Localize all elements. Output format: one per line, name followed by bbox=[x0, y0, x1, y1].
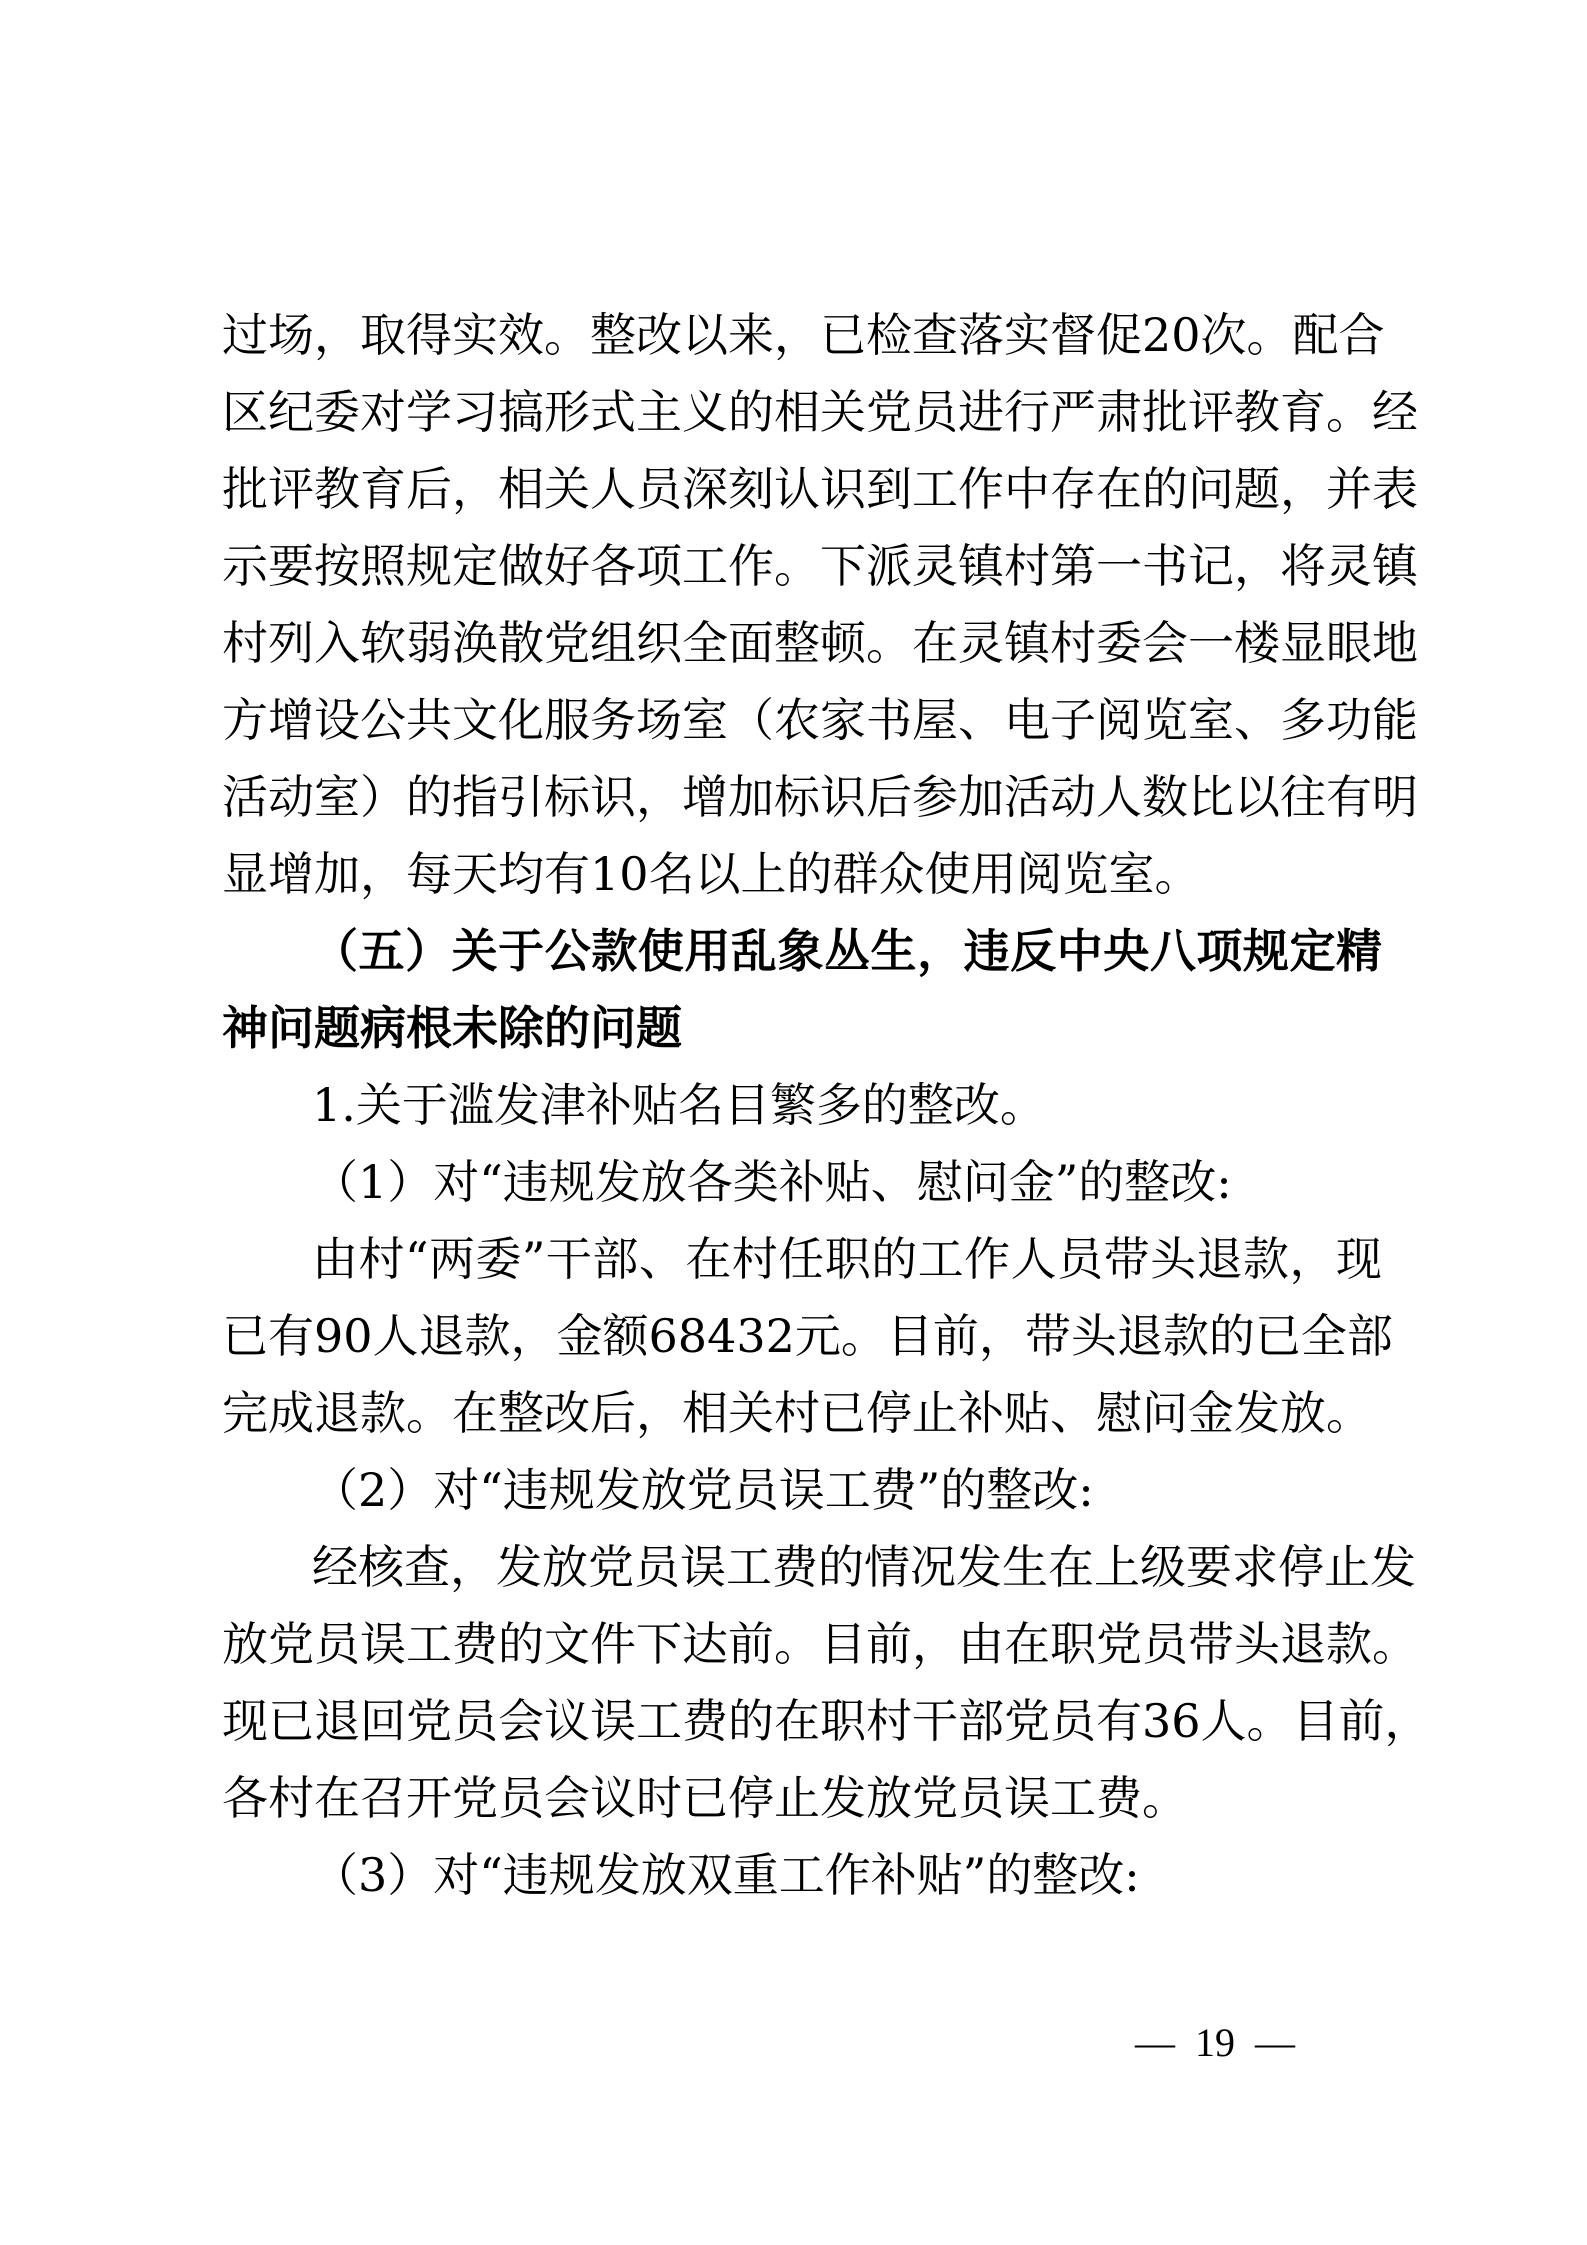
paragraph-line: 放党员误工费的文件下达前。目前，由在职党员带头退款。 bbox=[222, 1617, 1418, 1671]
paragraph-line: 村列入软弱涣散党组织全面整顿。在灵镇村委会一楼显眼地 bbox=[222, 616, 1418, 670]
paragraph-line: 完成退款。在整改后，相关村已停止补贴、慰问金发放。 bbox=[222, 1386, 1372, 1440]
paragraph-line: 过场，取得实效。整改以来，已检查落实督促20次。配合 bbox=[222, 308, 1385, 362]
paragraph-line: 方增设公共文化服务场室（农家书屋、电子阅览室、多功能 bbox=[222, 693, 1418, 747]
section-heading: （五）关于公款使用乱象丛生，违反中央八项规定精 bbox=[312, 924, 1382, 978]
paragraph-line: 区纪委对学习搞形式主义的相关党员进行严肃批评教育。经 bbox=[222, 385, 1418, 439]
paragraph-line: 现已退回党员会议误工费的在职村干部党员有36人。目前， bbox=[222, 1694, 1431, 1748]
item-heading: （1）对“违规发放各类补贴、慰问金”的整改: bbox=[312, 1155, 1232, 1209]
paragraph-line: 批评教育后，相关人员深刻认识到工作中存在的问题，并表 bbox=[222, 462, 1418, 516]
paragraph-line: 各村在召开党员会议时已停止发放党员误工费。 bbox=[222, 1771, 1188, 1825]
paragraph-line: 活动室）的指引标识，增加标识后参加活动人数比以往有明 bbox=[222, 770, 1418, 824]
page-number: — 19 — bbox=[1135, 2020, 1295, 2065]
subsection-heading: 1.关于滥发津补贴名目繁多的整改。 bbox=[312, 1078, 1046, 1132]
section-heading: 神问题病根未除的问题 bbox=[222, 1001, 682, 1055]
paragraph-line: 显增加，每天均有10名以上的群众使用阅览室。 bbox=[222, 847, 1201, 901]
item-heading: （2）对“违规发放党员误工费”的整改: bbox=[312, 1463, 1094, 1517]
paragraph-line: 由村“两委”干部、在村任职的工作人员带头退款，现 bbox=[312, 1232, 1382, 1286]
item-heading: （3）对“违规发放双重工作补贴”的整改: bbox=[312, 1848, 1140, 1902]
paragraph-line: 示要按照规定做好各项工作。下派灵镇村第一书记，将灵镇 bbox=[222, 539, 1418, 593]
paragraph-line: 经核查，发放党员误工费的情况发生在上级要求停止发 bbox=[312, 1540, 1416, 1594]
paragraph-line: 已有90人退款，金额68432元。目前，带头退款的已全部 bbox=[222, 1309, 1393, 1363]
